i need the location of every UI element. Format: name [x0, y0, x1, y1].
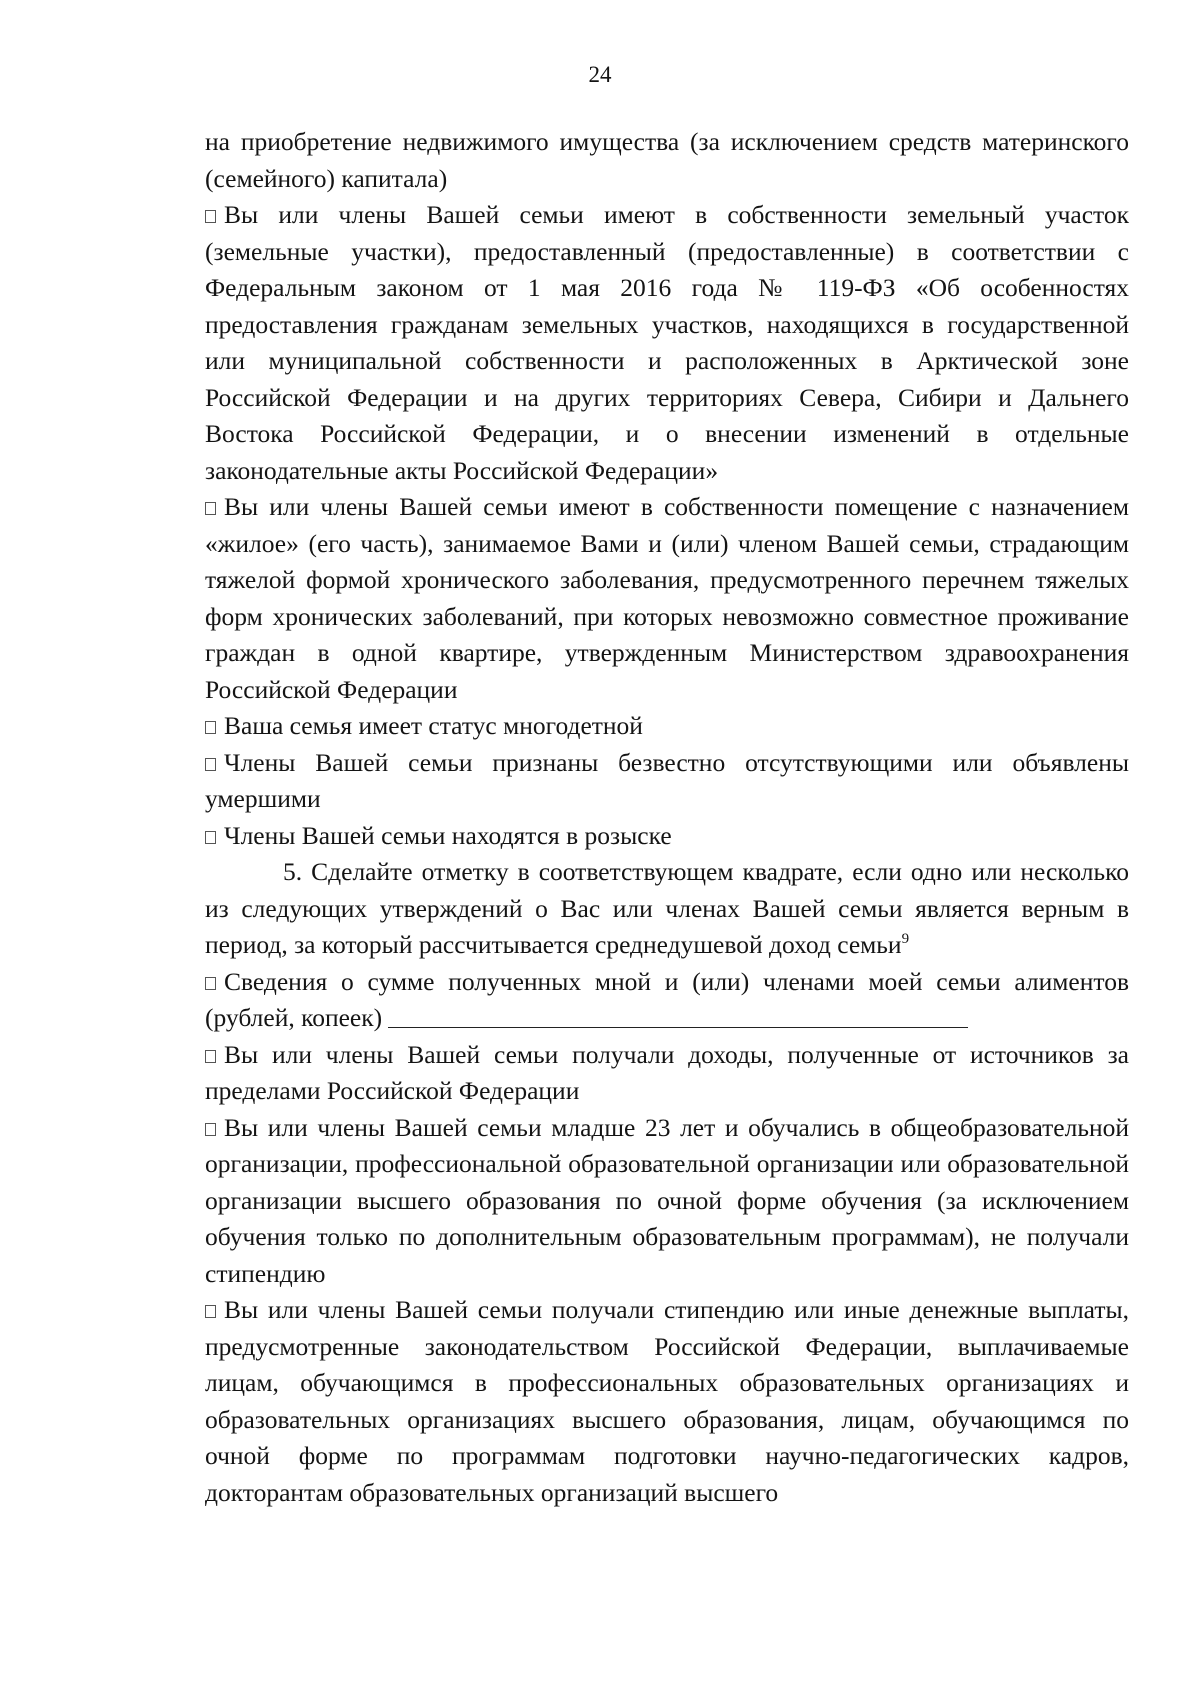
checkbox-label: Сведения о сумме полученных мной и (или) членами моей семьи алиментов (рублей, копеек) [205, 966, 1129, 1032]
checkbox-icon[interactable] [205, 831, 216, 844]
checkbox-label: Вы или члены Вашей семьи получали доходы, полученные от источников за пределами Российской Федерации [205, 1039, 1129, 1105]
checkbox-label: Вы или члены Вашей семьи имеют в собственности земельный участок (земельные участки), предоставленный (предоставленные) в соответствии с Федеральным законом от 1 мая 2016 года № 119-ФЗ «Об особенностях предоставления гражданам земельных участков, находящихся в государственной или муниципальной собственности и расположенных в Арктической зоне Российской Федерации и на других территориях Севера, Сибири и Дальнего Востока Российской Федерации, и о внесении изменений в отдельные законодательные акты Российской Федерации» [205, 200, 1129, 485]
checkbox-item-living-premises[interactable] [205, 489, 1129, 708]
checkbox-item-alimony[interactable] [205, 964, 1129, 1037]
alimony-amount-field[interactable] [388, 1005, 968, 1028]
checkbox-icon[interactable] [205, 1305, 216, 1318]
document-body [205, 124, 1129, 1511]
checkbox-label: Члены Вашей семьи признаны безвестно отсутствующими или объявлены умершими [205, 747, 1129, 813]
checkbox-label: Вы или члены Вашей семьи имеют в собственности помещение с назначением «жилое» (его часть), занимаемое Вами и (или) членом Вашей семьи, страдающим тяжелой формой хронического заболевания, предусмотренного перечнем тяжелых форм хронических заболеваний, при которых невозможно совместное проживание граждан в одной квартире, утвержденным Министерством здравоохранения Российской Федерации [205, 492, 1129, 704]
checkbox-item-stipend[interactable] [205, 1292, 1129, 1511]
checkbox-item-land-plot[interactable] [205, 197, 1129, 489]
checkbox-label: Ваша семья имеет статус многодетной [224, 711, 643, 740]
checkbox-label: Вы или члены Вашей семьи младше 23 лет и обучались в общеобразовательной организации, профессиональной образовательной организации или образовательной организации высшего образования по очной форме обучения (за исключением обучения только по дополнительным образовательным программам), не получали стипендию [205, 1112, 1129, 1288]
section-5-text: 5. Сделайте отметку в соответствующем квадрате, если одно или несколько из следующих утверждений о Вас или членах Вашей семьи является верным в период, за который рассчитывается среднедушевой доход семьи [205, 857, 1129, 959]
checkbox-icon[interactable] [205, 1123, 216, 1136]
checkbox-item-missing-members[interactable] [205, 745, 1129, 818]
checkbox-item-students-no-stipend[interactable] [205, 1110, 1129, 1293]
checkbox-item-wanted-members[interactable] [205, 818, 1129, 855]
checkbox-label: Члены Вашей семьи находятся в розыске [224, 820, 672, 850]
section-5-heading [205, 854, 1129, 964]
intro-paragraph: на приобретение недвижимого имущества (за исключением средств материнского (семейного) капитала) [205, 127, 1129, 193]
footnote-mark: 9 [901, 931, 910, 947]
checkbox-icon[interactable] [205, 977, 216, 990]
checkbox-icon[interactable] [205, 758, 216, 771]
checkbox-label: Вы или члены Вашей семьи получали стипендию или иные денежные выплаты, предусмотренные законодательством Российской Федерации, выплачиваемые лицам, обучающимся в профессиональных образовательных организациях и образовательных организациях высшего образования, лицам, обучающимся по очной форме по программам подготовки научно-педагогических кадров, докторантам образовательных организаций высшего [205, 1295, 1129, 1507]
checkbox-icon[interactable] [205, 721, 216, 734]
checkbox-icon[interactable] [205, 502, 216, 515]
page-number: 24 [588, 62, 612, 87]
checkbox-item-large-family[interactable] [205, 708, 1129, 745]
checkbox-icon[interactable] [205, 210, 216, 223]
checkbox-icon[interactable] [205, 1050, 216, 1063]
checkbox-item-foreign-income[interactable] [205, 1037, 1129, 1110]
